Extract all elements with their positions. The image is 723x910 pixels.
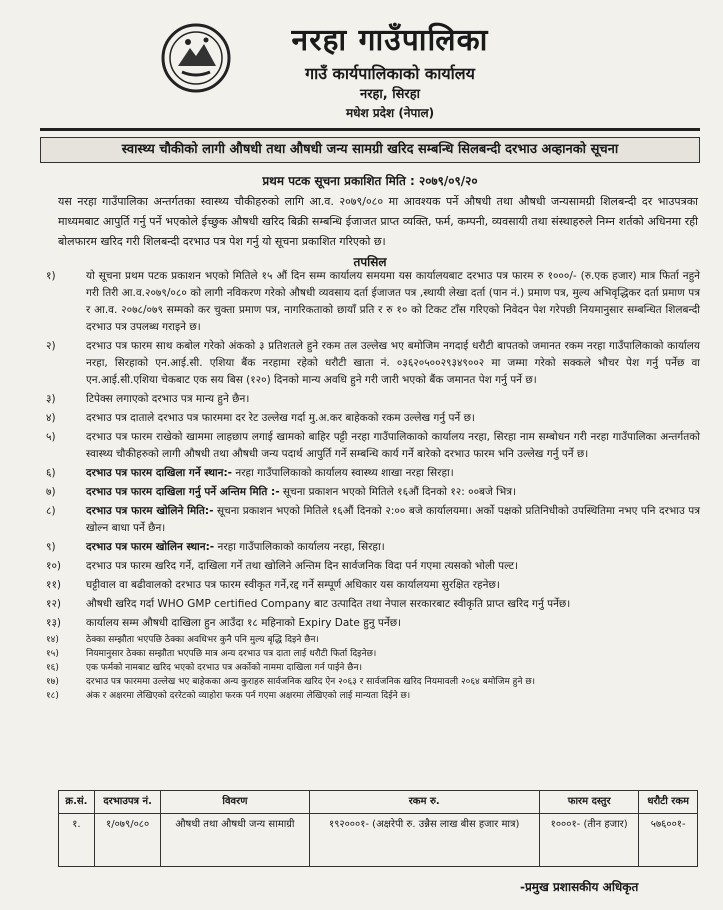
term-item: ३) टिपेक्स लगाएको दरभाउ पत्र मान्य हुने छैन। [46,393,250,405]
term-item: ८) दरभाउ पत्र फारम खोलिने मिति:- सूचना प्रकाशन भएको मितिले १६औं दिनको २:०० बजे कार्यालयमा। अर्को पक्षको प्रतिनिधीको उपस्थितिमा नभए पनि दरभाउ पत्र खोल्न बाधा पर्ने छैन। [46,505,700,534]
term-item: ११) घट्टीवाल वा बढीवालको दरभाउ पत्र फारम स्वीकृत गर्ने,रद्द गर्ने सम्पूर्ण अधिकार यस कार्यालयमा सुरक्षित रहनेछ। [46,579,500,591]
col-form-fee: फारम दस्तुर [539,791,638,814]
term-item: ९) दरभाउ पत्र फारम खोलिन स्थान:- नरहा गाउँपालिकाको कार्यालय नरहा, सिरहा। [46,541,385,553]
notice-title: स्वास्थ्य चौकीको लागी औषधी तथा औषधी जन्य सामग्री खरिद सम्बन्धि सिलबन्दी दरभाउ अव्हानको सूचना [40,137,700,163]
table-header-row [59,791,698,814]
terms-list [40,268,700,704]
term-item: १) यो सूचना प्रथम पटक प्रकाशन भएको मितिले १५ औं दिन सम्म कार्यालय समयमा यस कार्यालयबाट दरभाउ पत्र फारम रु १०००/- (रु.एक हजार) मात्र फिर्ता नहुने गरी तिरी आ.व.२०७९/०८० को लागी नविकरण गरेको औषधी व्यवसाय दर्ता ईजाजत पत्र ,स्थायी लेखा दर्ता (पान नं.) प्रमाण पत्र, मुल्य अभिवृद्धिकर दर्ता प्रमाण पत्र र आ.व. २०७८/०७९ सम्मको कर चुक्ता प्रमाण पत्र, नागरिकताको छायाँ प्रति र रु १० को टिकट टाँस गरिएको निवेदन पेश गरेपछी नियमानुसार सम्बन्धित शिलबन्दी दरभाउ पत्र उपलब्ध गराइने छ। [46,270,700,333]
term-item: ७) दरभाउ पत्र फारम दाखिला गर्नु पर्ने अन्तिम मिति :- सूचना प्रकाशन भएको मितिले १६औं दिनको १२: ००बजे भित्र। [46,486,517,498]
term-item: २) दरभाउ पत्र फारम साथ कबोल गरेको अंकको ३ प्रतिशतले हुने रकम तल उल्लेख भए बमोजिम नगदाई धरौटी बापतको जमानत रकम नरहा गाउँपालिकाको कार्यालय नरहा, सिरहाको एन.आई.सी. एशिया बैंक नरहामा रहेको धरौटी खाता नं. ०३६२०५००२९३४९००२ मा जम्मा गरेको सक्कले भौचर पेश गर्नु पर्नेछ वा एन.आई.सी.एशिया चेकबाट एक सय बिस (१२०) दिनको मान्य अवधि हुने गरी जारी भएको बैंक जमानत पेश गर्नु पर्ने छ। [46,340,700,386]
col-bid-no: दरभाउपत्र नं. [94,791,160,814]
term-item: १०) दरभाउ पत्र फारम खरिद गर्ने, दाखिला गर्ने तथा खोलिने अन्तिम दिन सार्वजनिक विदा पर्न गएमा त्यसको भोली पल्ट। [46,560,518,572]
header-divider [40,128,700,131]
publish-date: प्रथम पटक सूचना प्रकाशित मिति : २०७९/०९/२० [262,174,478,188]
col-description: विवरण [161,791,309,814]
nepal-emblem-icon [160,22,232,94]
province: मधेश प्रदेश (नेपाल) [345,106,435,120]
office-name: गाउँ कार्यपालिकाको कार्यालय [305,64,475,83]
term-item: १४) ठेक्का सम्झौता भएपछि ठेक्का अवधिभर कुनै पनि मुल्य बृद्धि दिइने छैन। [46,635,319,645]
bid-table [58,790,698,867]
term-item: ५) दरभाउ पत्र फारम राखेको खाममा लाहछाप लगाई खामको बाहिर पट्टी नरहा गाउँपालिकाको कार्यालय नरहा, सिरहा नाम सम्बोधन गरी नरहा गाउँपालिका अन्तर्गतको स्वास्थ्य चौकीहरुको लागी औषधी तथा औषधी जन्य पदार्थ आपुर्ति गर्ने सम्बन्धि कार्य गर्ने बारेको दरभाउ फारम भनि उल्लेख गर्नु पर्ने छ। [46,431,700,460]
intro-paragraph: यस नरहा गाउँपालिका अन्तर्गतका स्वास्थ्य चौकीहरुको लागि आ.व. २०७९/०८० मा आवश्यक पर्ने औषधी तथा औषधी जन्यसामग्री शिलबन्दी दर भाउपत्रका माध्यमबाट आपुर्ति गर्नु पर्ने भएकोले ईच्छुक औषधी खरिद बिक्री सम्बन्धि ईजाजत प्राप्त व्यक्ति, फर्म, कम्पनी, व्यवसायी तथा संस्थाहरुले निम्न शर्तको अधिनमा रही बोलफारम खरिद गरी शिलबन्दी दरभाउ पत्र पेश गर्नु यो सूचना प्रकाशित गरिएको छ। [58,195,698,248]
signature-title: -प्रमुख प्रशासकीय अधिकृत [520,880,639,894]
table-row: १. १/०७९/०८० औषधी तथा औषधी जन्य सामाग्री १९२०००१- (अक्षरेपी रु. उन्नैस लाख बीस हजार मात्र) १०००१- (तीन हजार) ५७६००१- [59,814,698,867]
term-item: १७) दरभाउ पत्र फारममा उल्लेख भए बाहेकका अन्य कुराहरु सार्वजनिक खरिद ऐन २०६३ र सार्वजनिक खरिद नियमावली २०६४ बमोजिम हुने छ। [46,677,536,687]
terms-heading: तपसिल [353,255,387,269]
term-item: १५) नियमानुसार ठेक्का सम्झौता भएपछि मात्र अन्य दरभाउ पत्र दाता लाई धरौटी फिर्ता दिइनेछ। [46,649,377,659]
term-item: १२) औषधी खरिद गर्दा WHO GMP certified Company बाट उत्पादित तथा नेपाल सरकारबाट स्वीकृति प्राप्त खरिद गर्नु पर्नेछ। [46,598,571,610]
term-item: ४) दरभाउ पत्र दाताले दरभाउ पत्र फारममा दर रेट उल्लेख गर्दा मु.अ.कर बाहेकको रकम उल्लेख गर्नु पर्ने छ। [46,412,475,424]
term-item: १६) एक फर्मको नामबाट खरिद भएको दरभाउ पत्र अर्कोको नाममा दाखिला गर्न पाईने छैन। [46,663,362,673]
office-address: नरहा, सिरहा [359,87,420,102]
col-sn: क्र.सं. [59,791,95,814]
org-name: नरहा गाउँपालिका [291,23,489,58]
col-deposit: धरौटी रकम [639,791,698,814]
term-item: ६) दरभाउ पत्र फारम दाखिला गर्ने स्थान:- नरहा गाउँपालिकाको कार्यालय स्वास्थ्य शाखा नरहा सिरहा। [46,467,454,479]
term-item: १३) कार्यालय सम्म औषधी दाखिला हुन आउँदा १८ महिनाको Expiry Date हुनु पर्नेछ। [46,617,402,629]
col-amount: रकम रु. [309,791,539,814]
term-item: १८) अंक र अक्षरमा लेखिएको दररेटको व्याहोरा फरक पर्न गएमा अक्षरमा लेखिएको लाई मान्यता दिईने छ। [46,691,411,701]
